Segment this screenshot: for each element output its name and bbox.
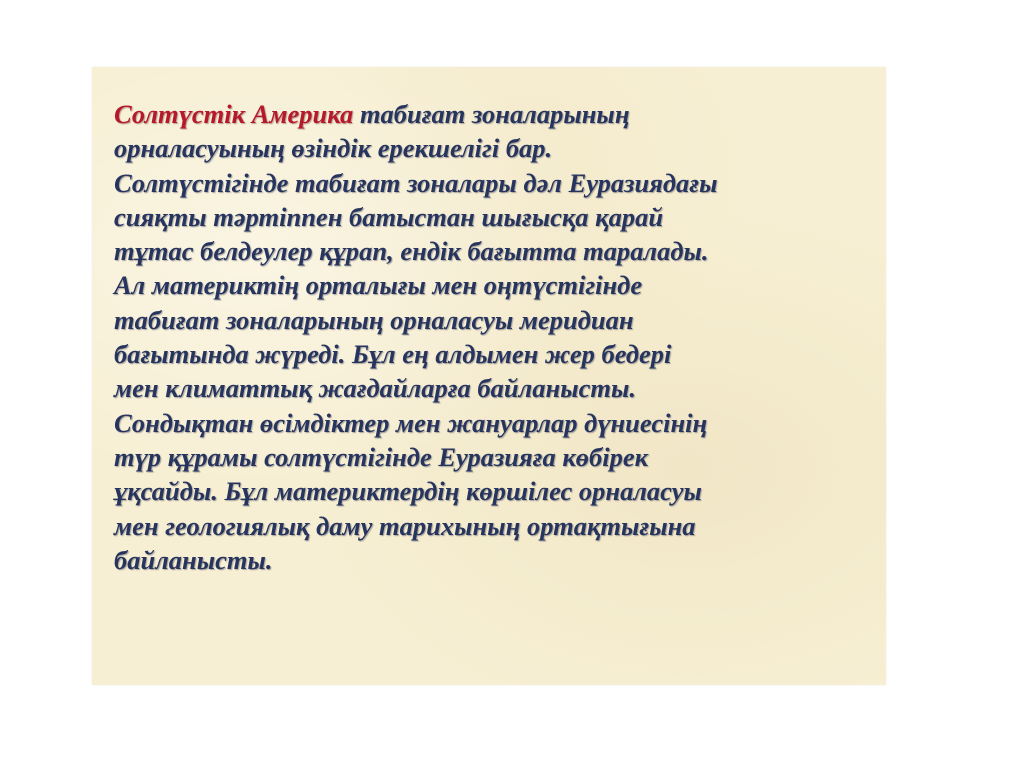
- text-line-11: түр құрамы солтүстігінде Еуразияға көбірек: [114, 441, 649, 472]
- text-line-5: тұтас белдеулер құрап, ендік бағытта таралады.: [114, 236, 709, 267]
- text-line-9: мен климаттық жағдайларға байланысты.: [114, 373, 636, 404]
- highlighted-term: Солтүстік Америка: [114, 99, 354, 129]
- text-line-1-rest: табиғат зоналарының: [353, 99, 630, 129]
- text-line-4: сияқты тәртіппен батыстан шығысқа қарай: [114, 201, 664, 232]
- body-text: [114, 97, 874, 577]
- text-line-13: мен геологиялық даму тарихының ортақтығына: [114, 510, 696, 541]
- text-line-10: Сондықтан өсімдіктер мен жануарлар дүниесінің: [114, 407, 708, 438]
- text-line-1: [114, 97, 874, 131]
- text-line-2: орналасуының өзіндік ерекшелігі бар.: [114, 133, 553, 164]
- text-line-6: Ал материктің орталығы мен оңтүстігінде: [114, 270, 643, 301]
- text-line-12: ұқсайды. Бұл материктердің көршілес орналасуы: [114, 476, 702, 507]
- text-panel: [92, 67, 886, 685]
- text-line-14: байланысты.: [114, 544, 273, 575]
- text-line-3: Солтүстігінде табиғат зоналары дәл Еуразиядағы: [114, 167, 718, 198]
- text-line-8: бағытында жүреді. Бұл ең алдымен жер бедері: [114, 339, 672, 370]
- text-line-7: табиғат зоналарының орналасуы меридиан: [114, 304, 634, 335]
